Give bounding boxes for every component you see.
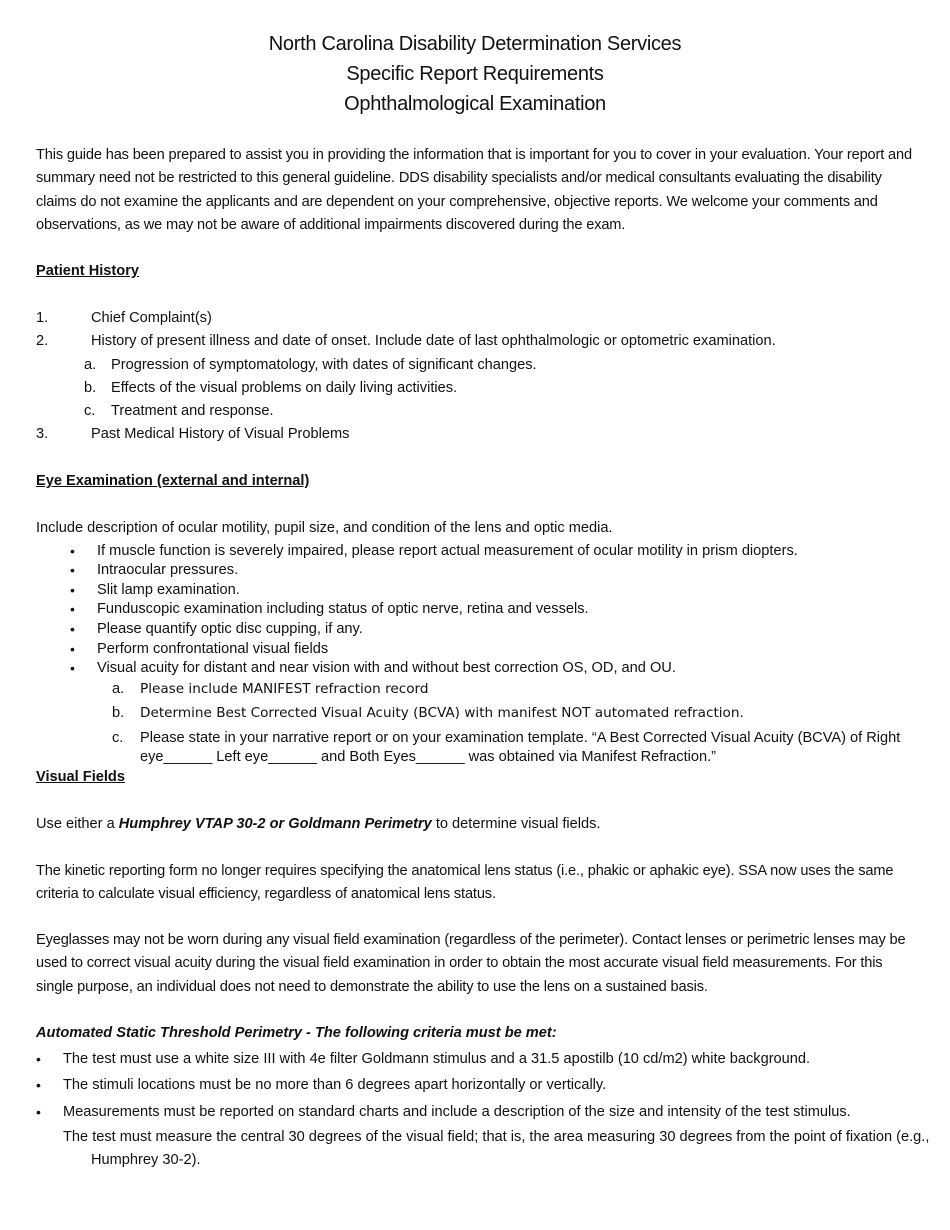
list-item: History of present illness and date of onset. Include date of last ophthalmologic or optometric examination. bbox=[91, 333, 776, 349]
bullet-icon: • bbox=[36, 1077, 41, 1093]
list-item: Funduscopic examination including status of optic nerve, retina and vessels. bbox=[97, 601, 589, 617]
list-item: The test must use a white size III with 4e filter Goldmann stimulus and a 31.5 apostilb (10 cd/m2) white background. bbox=[63, 1051, 811, 1067]
list-item-number: 1. bbox=[36, 310, 49, 326]
bullet-icon: • bbox=[70, 582, 75, 598]
list-item-number: 2. bbox=[36, 333, 49, 349]
sub-item-letter: a. bbox=[112, 681, 125, 697]
list-item-continuation: Humphrey 30-2). bbox=[91, 1152, 201, 1168]
sub-item: Effects of the visual problems on daily living activities. bbox=[111, 380, 458, 396]
bullet-icon: • bbox=[70, 660, 75, 676]
patient-history-heading: Patient History bbox=[36, 263, 139, 279]
sub-item-letter: a. bbox=[84, 357, 97, 373]
document-subtitle: Specific Report Requirements bbox=[346, 63, 604, 85]
sub-item-letter: c. bbox=[84, 403, 96, 419]
list-item: The stimuli locations must be no more than 6 degrees apart horizontally or vertically. bbox=[63, 1077, 607, 1093]
bullet-icon: • bbox=[36, 1051, 41, 1067]
sub-item-letter: b. bbox=[84, 380, 97, 396]
list-item: Measurements must be reported on standard charts and include a description of the size and intensity of the test stimulus. bbox=[63, 1104, 851, 1120]
eyeglasses-paragraph: Eyeglasses may not be worn during any visual field examination (regardless of the perimeter). Contact lenses or perimetric lenses may be used to correct visual acuity during the visual field examination in order to obtain the most accurate visual field measurements. For this single purpose, an individual does not need to demonstrate the ability to use the lens on a sustained basis. bbox=[36, 932, 906, 995]
list-item: Please quantify optic disc cupping, if any. bbox=[97, 621, 363, 637]
sub-item: Determine Best Corrected Visual Acuity (BCVA) with manifest NOT automated refraction. bbox=[140, 705, 744, 721]
bullet-icon: • bbox=[70, 543, 75, 559]
bullet-icon: • bbox=[70, 562, 75, 578]
list-item: If muscle function is severely impaired, please report actual measurement of ocular motility in prism diopters. bbox=[97, 543, 798, 559]
automated-perimetry-heading: Automated Static Threshold Perimetry - The following criteria must be met: bbox=[36, 1025, 557, 1041]
list-item-number: 3. bbox=[36, 426, 49, 442]
sub-item: Please include MANIFEST refraction record bbox=[140, 681, 429, 697]
list-item: Perform confrontational visual fields bbox=[97, 641, 329, 657]
document-exam-type: Ophthalmological Examination bbox=[344, 93, 606, 115]
list-item: Chief Complaint(s) bbox=[91, 310, 212, 326]
bullet-icon: • bbox=[70, 601, 75, 617]
visual-fields-method bbox=[36, 816, 601, 832]
list-item-continuation: The test must measure the central 30 degrees of the visual field; that is, the area measuring 30 degrees from the point of fixation (e.g., bbox=[63, 1129, 930, 1145]
eye-exam-intro: Include description of ocular motility, pupil size, and condition of the lens and optic media. bbox=[36, 520, 613, 536]
bullet-icon: • bbox=[70, 641, 75, 657]
eye-exam-heading: Eye Examination (external and internal) bbox=[36, 473, 310, 489]
intro-paragraph: This guide has been prepared to assist you in providing the information that is important for you to cover in your evaluation. Your report and summary need not be restricted to this general guideline. DDS disability specialists and/or medical consultants evaluating the disability claims do not examine the applicants and are dependent on your comprehensive, objective reports. We welcome your comments and observations, as we may not be aware of additional impairments discovered during the exam. bbox=[36, 147, 912, 233]
bullet-icon: • bbox=[70, 621, 75, 637]
method-emphasis: Humphrey VTAP 30-2 or Goldmann Perimetry bbox=[118, 816, 432, 832]
method-prefix: Use either a bbox=[36, 816, 119, 832]
bullet-icon: • bbox=[36, 1104, 41, 1120]
sub-item-letter: b. bbox=[112, 705, 125, 721]
visual-fields-heading: Visual Fields bbox=[36, 769, 125, 785]
method-suffix: to determine visual fields. bbox=[431, 816, 601, 832]
sub-item: Progression of symptomatology, with dates of significant changes. bbox=[111, 357, 537, 373]
sub-item: Please state in your narrative report or on your examination template. “A Best Corrected Visual Acuity (BCVA) of Right bbox=[140, 730, 901, 746]
list-item: Visual acuity for distant and near vision with and without best correction OS, OD, and OU. bbox=[97, 660, 676, 676]
document-title: North Carolina Disability Determination Services bbox=[268, 33, 682, 55]
list-item: Past Medical History of Visual Problems bbox=[91, 426, 350, 442]
list-item: Intraocular pressures. bbox=[97, 562, 239, 578]
kinetic-paragraph: The kinetic reporting form no longer requires specifying the anatomical lens status (i.e., phakic or aphakic eye). SSA now uses the same criteria to calculate visual efficiency, regardless of anatomical lens status. bbox=[36, 863, 894, 903]
sub-item: Treatment and response. bbox=[111, 403, 274, 419]
sub-item-letter: c. bbox=[112, 730, 124, 746]
sub-item-continuation: eye______ Left eye______ and Both Eyes______ was obtained via Manifest Refraction.” bbox=[140, 749, 717, 765]
list-item: Slit lamp examination. bbox=[97, 582, 240, 598]
